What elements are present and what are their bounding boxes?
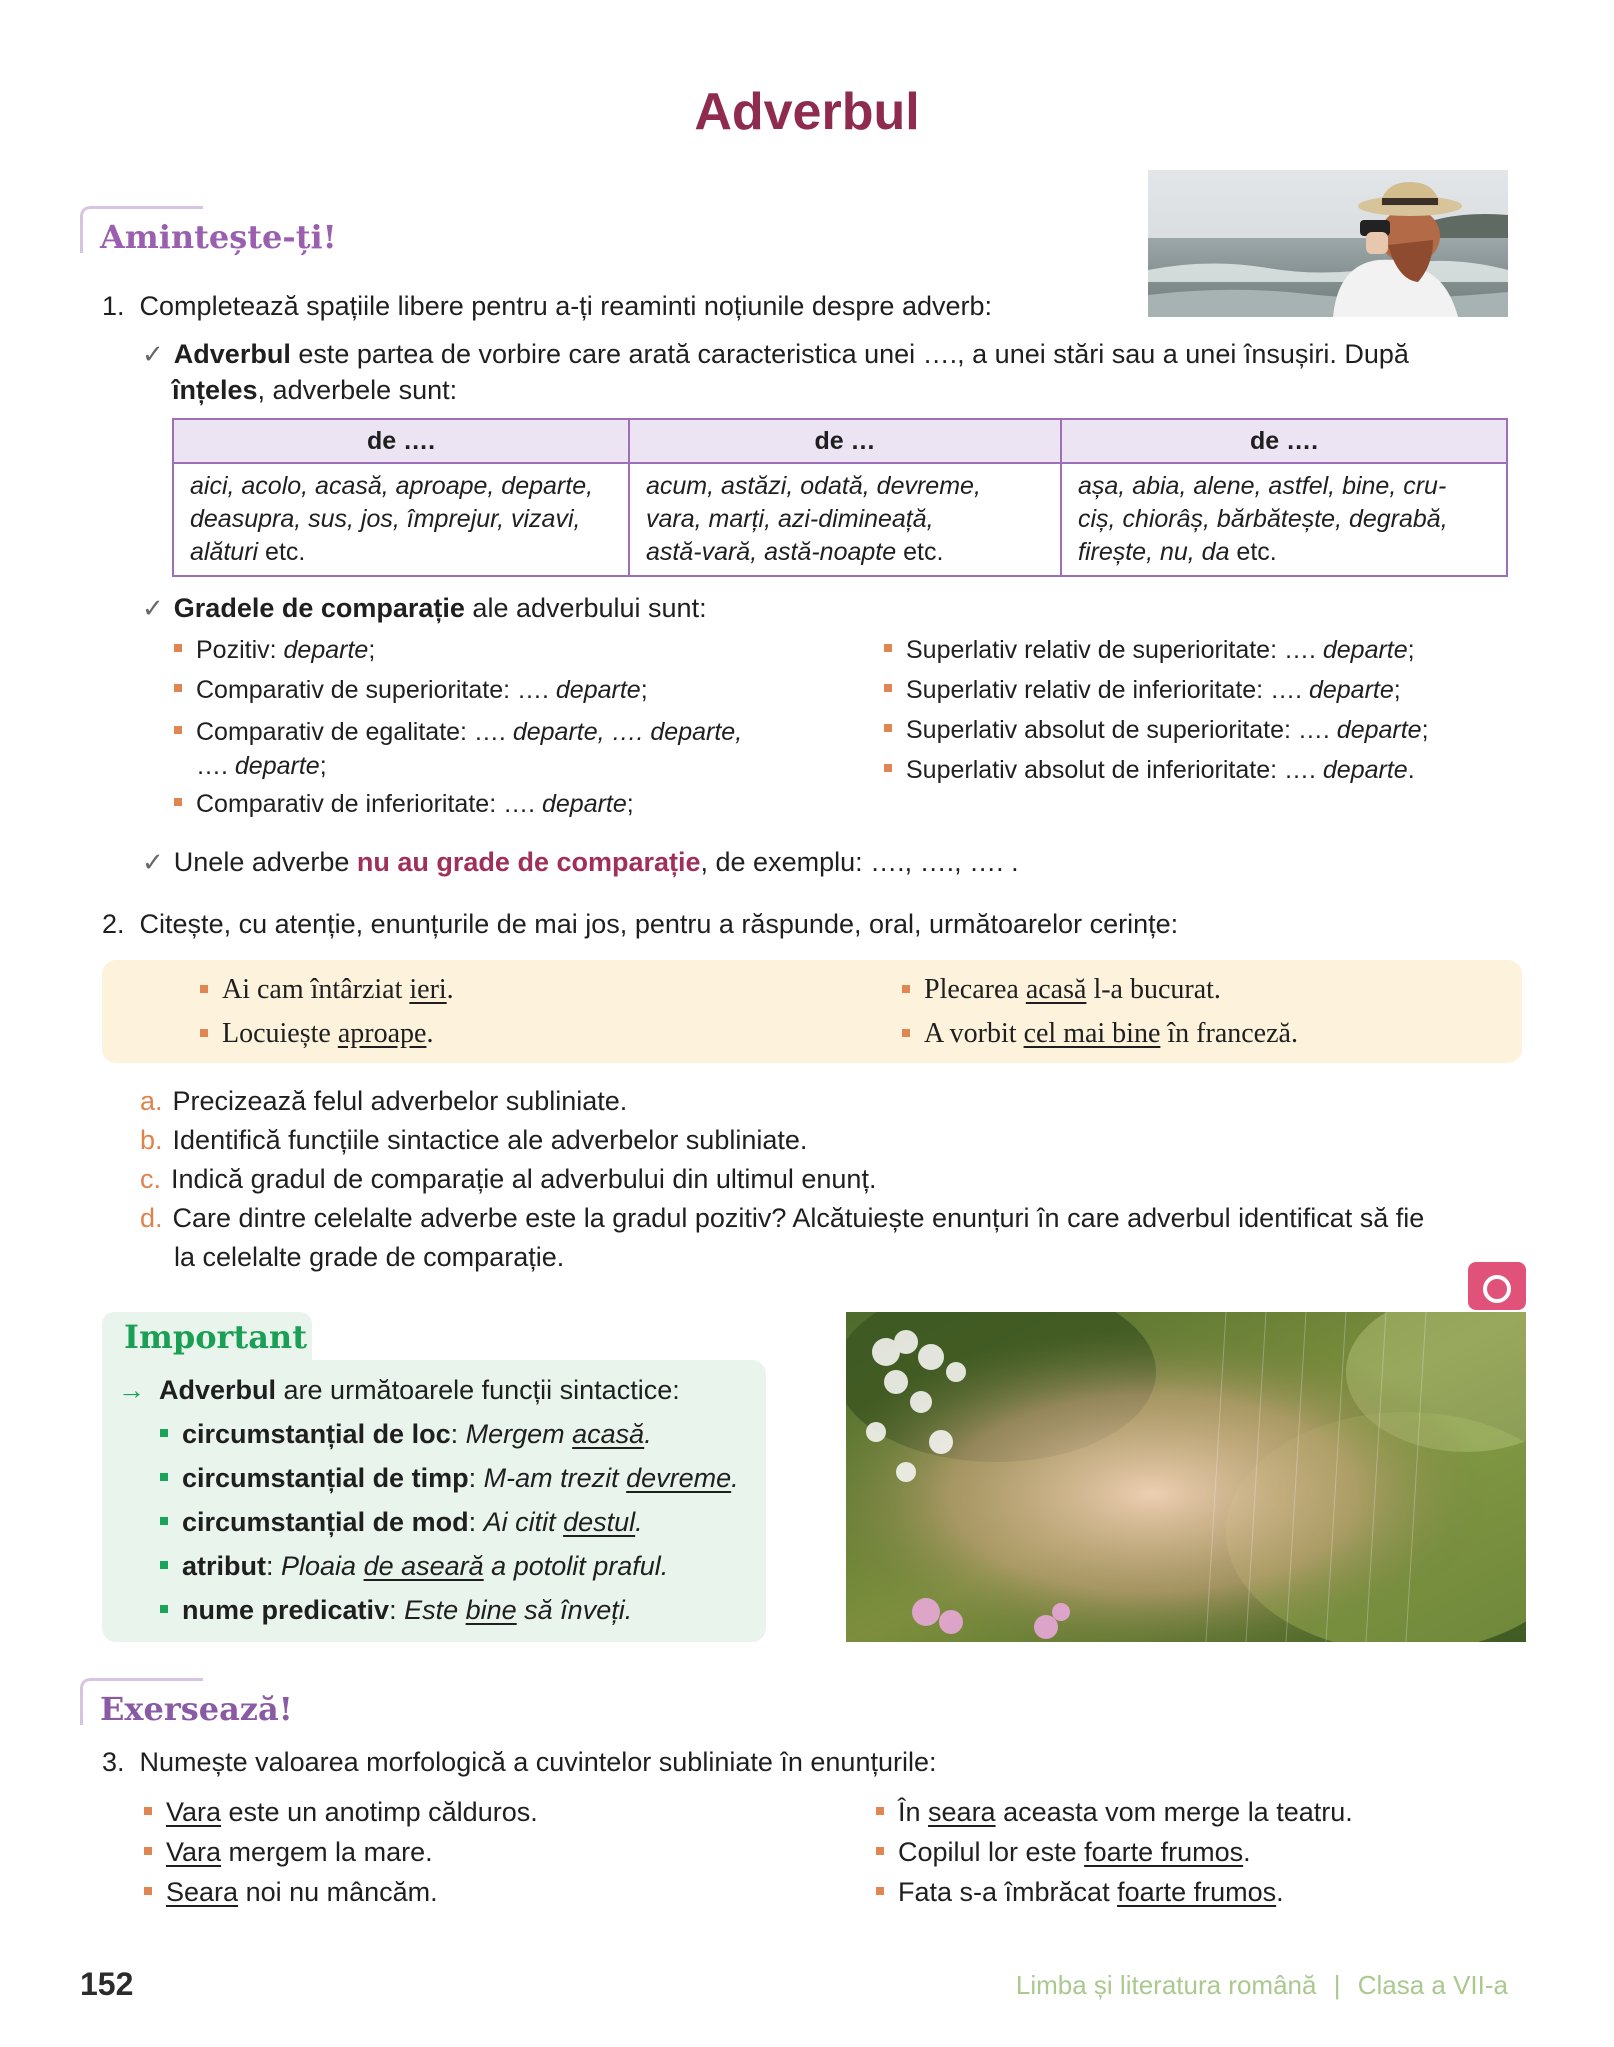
grades-left-list — [174, 630, 854, 824]
cell-line: ciș, chiorâș, bărbătește, degrabă, — [1078, 505, 1448, 533]
sentence-text: Fata s-a îmbrăcat — [898, 1877, 1118, 1907]
cell-etc: etc. — [1229, 538, 1277, 566]
sentence-end: . — [1243, 1837, 1251, 1867]
grade-example: departe — [283, 636, 369, 664]
sentence-end: aceasta vom merge la teatru. — [995, 1797, 1353, 1827]
sentence-end: este un anotimp călduros. — [221, 1797, 538, 1827]
underlined-word: Seara — [166, 1877, 239, 1907]
example-text: Este — [404, 1595, 466, 1625]
list-item: circumstanțial de mod: Ai citit destul. — [118, 1500, 758, 1544]
grade-end: ; — [1421, 716, 1429, 744]
checkmark-icon: ✓ — [142, 593, 164, 623]
sentence-item — [200, 1012, 454, 1056]
list-item — [174, 784, 854, 824]
sentence-text: A vorbit — [924, 1018, 1024, 1049]
bullet-icon — [200, 985, 208, 993]
function-label: circumstanțial de mod — [182, 1507, 469, 1537]
underlined-word: Vara — [166, 1797, 222, 1827]
bullet-icon — [884, 764, 892, 772]
example-end: a potolit praful. — [483, 1551, 669, 1581]
table-cell-place — [173, 463, 629, 576]
table-header-cell: de …. — [1061, 419, 1507, 463]
sentences-left — [200, 968, 454, 1056]
task-text: Identifică funcțiile sintactice ale adverbelor subliniate. — [172, 1125, 808, 1155]
adverb-definition-cont — [172, 372, 457, 408]
sentence-end: în franceză. — [1160, 1018, 1298, 1049]
example-end: să înveți. — [516, 1595, 633, 1625]
task-item — [140, 1121, 1520, 1160]
bullet-icon — [174, 684, 182, 692]
underlined-word: Vara — [166, 1837, 222, 1867]
exercise-3-left — [144, 1792, 538, 1912]
important-intro — [118, 1368, 758, 1412]
underlined-word: de aseară — [363, 1551, 484, 1581]
underlined-word: acasă — [1025, 974, 1087, 1005]
grade-example: departe — [555, 676, 641, 704]
exercise-1-prompt — [102, 288, 992, 324]
underlined-word: ieri — [409, 974, 447, 1005]
cell-line — [1078, 536, 1490, 569]
cell-line-text: firește, nu, da — [1078, 538, 1230, 566]
task-item-cont: la celelalte grade de comparație. — [174, 1242, 565, 1272]
exercise-number: 2. — [102, 909, 125, 939]
list-item-cont — [174, 750, 854, 782]
checkmark-icon: ✓ — [142, 847, 164, 877]
cell-line: deasupra, sus, jos, împrejur, vizavi, — [190, 505, 581, 533]
exercise-2-prompt — [102, 906, 1178, 942]
important-heading: Important — [124, 1318, 307, 1356]
grade-example: departe — [234, 752, 320, 780]
sentence-end: . — [1276, 1877, 1284, 1907]
table-header-cell: de … — [629, 419, 1061, 463]
grade-end: ; — [368, 636, 376, 664]
underlined-word: foarte frumos — [1117, 1877, 1277, 1907]
grades-text: ale adverbului sunt: — [464, 593, 707, 623]
bullet-icon — [884, 644, 892, 652]
underlined-word: acasă — [572, 1419, 645, 1449]
task-text: Care dintre celelalte adverbe este la gradul pozitiv? Alcătuiește enunțuri în care adverbul identificat să fie — [172, 1203, 1425, 1233]
grade-example: departe — [1322, 636, 1408, 664]
underlined-word: devreme — [626, 1463, 732, 1493]
sentence-text: Copilul lor este — [898, 1837, 1085, 1867]
bullet-icon — [160, 1561, 168, 1569]
cell-line-text: astă-vară, astă-noapte — [646, 538, 897, 566]
definition-term-2: înțeles — [172, 375, 258, 405]
function-label: circumstanțial de timp — [182, 1463, 469, 1493]
grade-example: departe — [1322, 756, 1408, 784]
task-text: Precizează felul adverbelor subliniate. — [172, 1086, 628, 1116]
grade-example: departe, …. departe, — [512, 718, 743, 746]
example-text: Ploaia — [281, 1551, 364, 1581]
sentence-end: l-a bucurat. — [1086, 974, 1221, 1005]
underlined-word: foarte frumos — [1084, 1837, 1244, 1867]
bullet-icon — [174, 798, 182, 806]
grade-end: ; — [1393, 676, 1401, 704]
grade-end: ; — [640, 676, 648, 704]
list-item: nume predicativ: Este bine să înveți. — [118, 1588, 758, 1632]
important-text: are următoarele funcții sintactice: — [276, 1375, 680, 1405]
bullet-icon — [160, 1473, 168, 1481]
cell-line: vara, marți, azi-dimineață, — [646, 505, 934, 533]
exercise-1-text: Completează spațiile libere pentru a-ți reaminti noțiunile despre adverb: — [139, 291, 993, 321]
sentence-text: Plecarea — [924, 974, 1026, 1005]
footer-separator: | — [1333, 1970, 1341, 2000]
underlined-word: destul — [563, 1507, 636, 1537]
exercise-2-text: Citește, cu atenție, enunțurile de mai jos, pentru a răspunde, oral, următoarelor cerințe: — [139, 909, 1179, 939]
adverb-definition — [142, 336, 1508, 372]
list-item — [884, 630, 1524, 670]
list-item — [884, 710, 1524, 750]
grade-label: Comparativ de inferioritate: …. — [196, 790, 542, 818]
function-label: atribut — [182, 1551, 266, 1581]
grade-label: Superlativ relativ de inferioritate: …. — [906, 676, 1309, 704]
cell-line: aici, acolo, acasă, aproape, departe, — [190, 472, 594, 500]
task-letter: d. — [140, 1203, 163, 1233]
bullet-icon — [160, 1517, 168, 1525]
book-footer — [1016, 1970, 1508, 2001]
exercise-3-prompt — [102, 1744, 936, 1780]
grade-end: ; — [626, 790, 634, 818]
grade-end: . — [1407, 756, 1415, 784]
bullet-icon — [144, 1847, 152, 1855]
example-text: M-am trezit — [483, 1463, 627, 1493]
list-item — [174, 670, 854, 710]
bullet-icon — [902, 1029, 910, 1037]
function-label: circumstanțial de loc — [182, 1419, 451, 1449]
list-item: circumstanțial de loc: Mergem acasă. — [118, 1412, 758, 1456]
exercise-3-text: Numește valoarea morfologică a cuvintelor subliniate în enunțurile: — [139, 1747, 937, 1777]
task-item — [140, 1160, 1520, 1199]
table-header-row — [173, 419, 1507, 463]
table-header-cell: de …. — [173, 419, 629, 463]
underlined-word: cel mai bine — [1023, 1018, 1161, 1049]
photo-garden-rain — [846, 1312, 1526, 1642]
list-item — [174, 714, 854, 750]
definition-term: Adverbul — [173, 339, 291, 369]
sentence-end: . — [426, 1018, 434, 1049]
exercise-2-tasks — [140, 1082, 1520, 1277]
grades-right-list — [884, 630, 1524, 790]
cell-etc: etc. — [896, 538, 944, 566]
list-item: circumstanțial de timp: M-am trezit devreme. — [118, 1456, 758, 1500]
example-end: . — [731, 1463, 739, 1493]
page-number: 152 — [80, 1966, 134, 2002]
grade-label: Comparativ de superioritate: …. — [196, 676, 556, 704]
grades-term: Gradele de comparație — [173, 593, 465, 623]
table-row — [173, 463, 1507, 576]
sentence-item — [200, 968, 454, 1012]
section-practice-heading: Exersează! — [100, 1690, 293, 1728]
sentence-item — [876, 1832, 1353, 1872]
function-label: nume predicativ — [182, 1595, 390, 1625]
cell-line: acum, astăzi, odată, devreme, — [646, 472, 981, 500]
cell-line — [646, 536, 1044, 569]
sentence-item — [144, 1832, 538, 1872]
grade-example: departe — [1308, 676, 1394, 704]
important-content — [118, 1368, 758, 1632]
important-term: Adverbul — [159, 1375, 277, 1405]
grade-label: …. — [196, 752, 235, 780]
example-text: Ai citit — [483, 1507, 564, 1537]
bullet-icon — [884, 684, 892, 692]
note-text-end: , de exemplu: …., …., …. . — [700, 847, 1019, 877]
task-letter: a. — [140, 1086, 163, 1116]
sentence-end: noi nu mâncăm. — [238, 1877, 438, 1907]
list-item — [884, 670, 1524, 710]
book-title: Limba și literatura română — [1015, 1970, 1317, 2000]
sentence-item — [144, 1872, 538, 1912]
photo-woman-binoculars — [1148, 170, 1508, 317]
example-end: . — [635, 1507, 643, 1537]
exercise-3-right — [876, 1792, 1353, 1912]
bullet-icon — [160, 1429, 168, 1437]
grade-label: Pozitiv: — [196, 636, 284, 664]
grade-example: departe — [1336, 716, 1422, 744]
cell-line: așa, abia, alene, astfel, bine, cru- — [1078, 472, 1447, 500]
underlined-word: bine — [465, 1595, 517, 1625]
task-letter: c. — [140, 1164, 162, 1194]
task-item — [140, 1082, 1520, 1121]
bullet-icon — [876, 1807, 884, 1815]
sentence-end: mergem la mare. — [221, 1837, 433, 1867]
grade-example: departe — [541, 790, 627, 818]
bullet-icon — [160, 1605, 168, 1613]
sentence-item — [902, 968, 1298, 1012]
camera-icon — [1468, 1262, 1526, 1310]
bullet-icon — [144, 1807, 152, 1815]
list-item — [884, 750, 1524, 790]
sentence-item — [876, 1792, 1353, 1832]
cell-etc: etc. — [258, 538, 306, 566]
section-remember-heading: Amintește-ți! — [100, 218, 337, 256]
bullet-icon — [174, 644, 182, 652]
task-letter: b. — [140, 1125, 163, 1155]
book-grade: Clasa a VII-a — [1357, 1970, 1508, 2000]
bullet-icon — [174, 726, 182, 734]
adverb-types-table — [172, 418, 1508, 577]
checkmark-icon: ✓ — [142, 339, 164, 369]
exercise-number: 1. — [102, 291, 125, 321]
grade-label: Superlativ absolut de inferioritate: …. — [906, 756, 1323, 784]
task-text: Indică gradul de comparație al adverbului din ultimul enunț. — [171, 1164, 877, 1194]
bullet-icon — [144, 1887, 152, 1895]
sentence-item — [876, 1872, 1353, 1912]
sentence-text: Locuiește — [222, 1018, 338, 1049]
sentence-text: Ai cam întârziat — [222, 974, 410, 1005]
bullet-icon — [876, 1847, 884, 1855]
page-title: Adverbul — [694, 83, 920, 141]
bullet-icon — [200, 1029, 208, 1037]
list-item: atribut: Ploaia de aseară a potolit praful. — [118, 1544, 758, 1588]
grade-end: ; — [319, 752, 327, 780]
definition-text-2: , adverbele sunt: — [257, 375, 458, 405]
list-item — [174, 630, 854, 670]
sentence-item — [902, 1012, 1298, 1056]
note-highlight: nu au grade de comparație — [356, 847, 701, 877]
grades-intro — [142, 590, 707, 626]
task-item — [140, 1199, 1520, 1238]
sentence-item — [144, 1792, 538, 1832]
arrow-right-icon: → — [118, 1375, 145, 1405]
cell-line — [190, 536, 612, 569]
example-end: . — [644, 1419, 652, 1449]
cell-line-text: alături — [190, 538, 259, 566]
underlined-word: seara — [928, 1797, 996, 1827]
grade-end: ; — [1407, 636, 1415, 664]
no-grades-note — [142, 844, 1019, 880]
grade-label: Superlativ relativ de superioritate: …. — [906, 636, 1323, 664]
example-text: Mergem — [465, 1419, 573, 1449]
definition-text: este partea de vorbire care arată caracteristica unei …., a unei stări sau a unei însușiri. După — [290, 339, 1409, 369]
bullet-icon — [884, 724, 892, 732]
underlined-word: aproape — [337, 1018, 427, 1049]
table-cell-time — [629, 463, 1061, 576]
sentence-end: . — [446, 974, 454, 1005]
exercise-number: 3. — [102, 1747, 125, 1777]
grade-label: Comparativ de egalitate: …. — [196, 718, 513, 746]
bullet-icon — [902, 985, 910, 993]
bullet-icon — [876, 1887, 884, 1895]
note-text: Unele adverbe — [173, 847, 357, 877]
sentences-right — [902, 968, 1298, 1056]
table-cell-manner — [1061, 463, 1507, 576]
sentence-text: În — [898, 1797, 929, 1827]
grade-label: Superlativ absolut de superioritate: …. — [906, 716, 1337, 744]
